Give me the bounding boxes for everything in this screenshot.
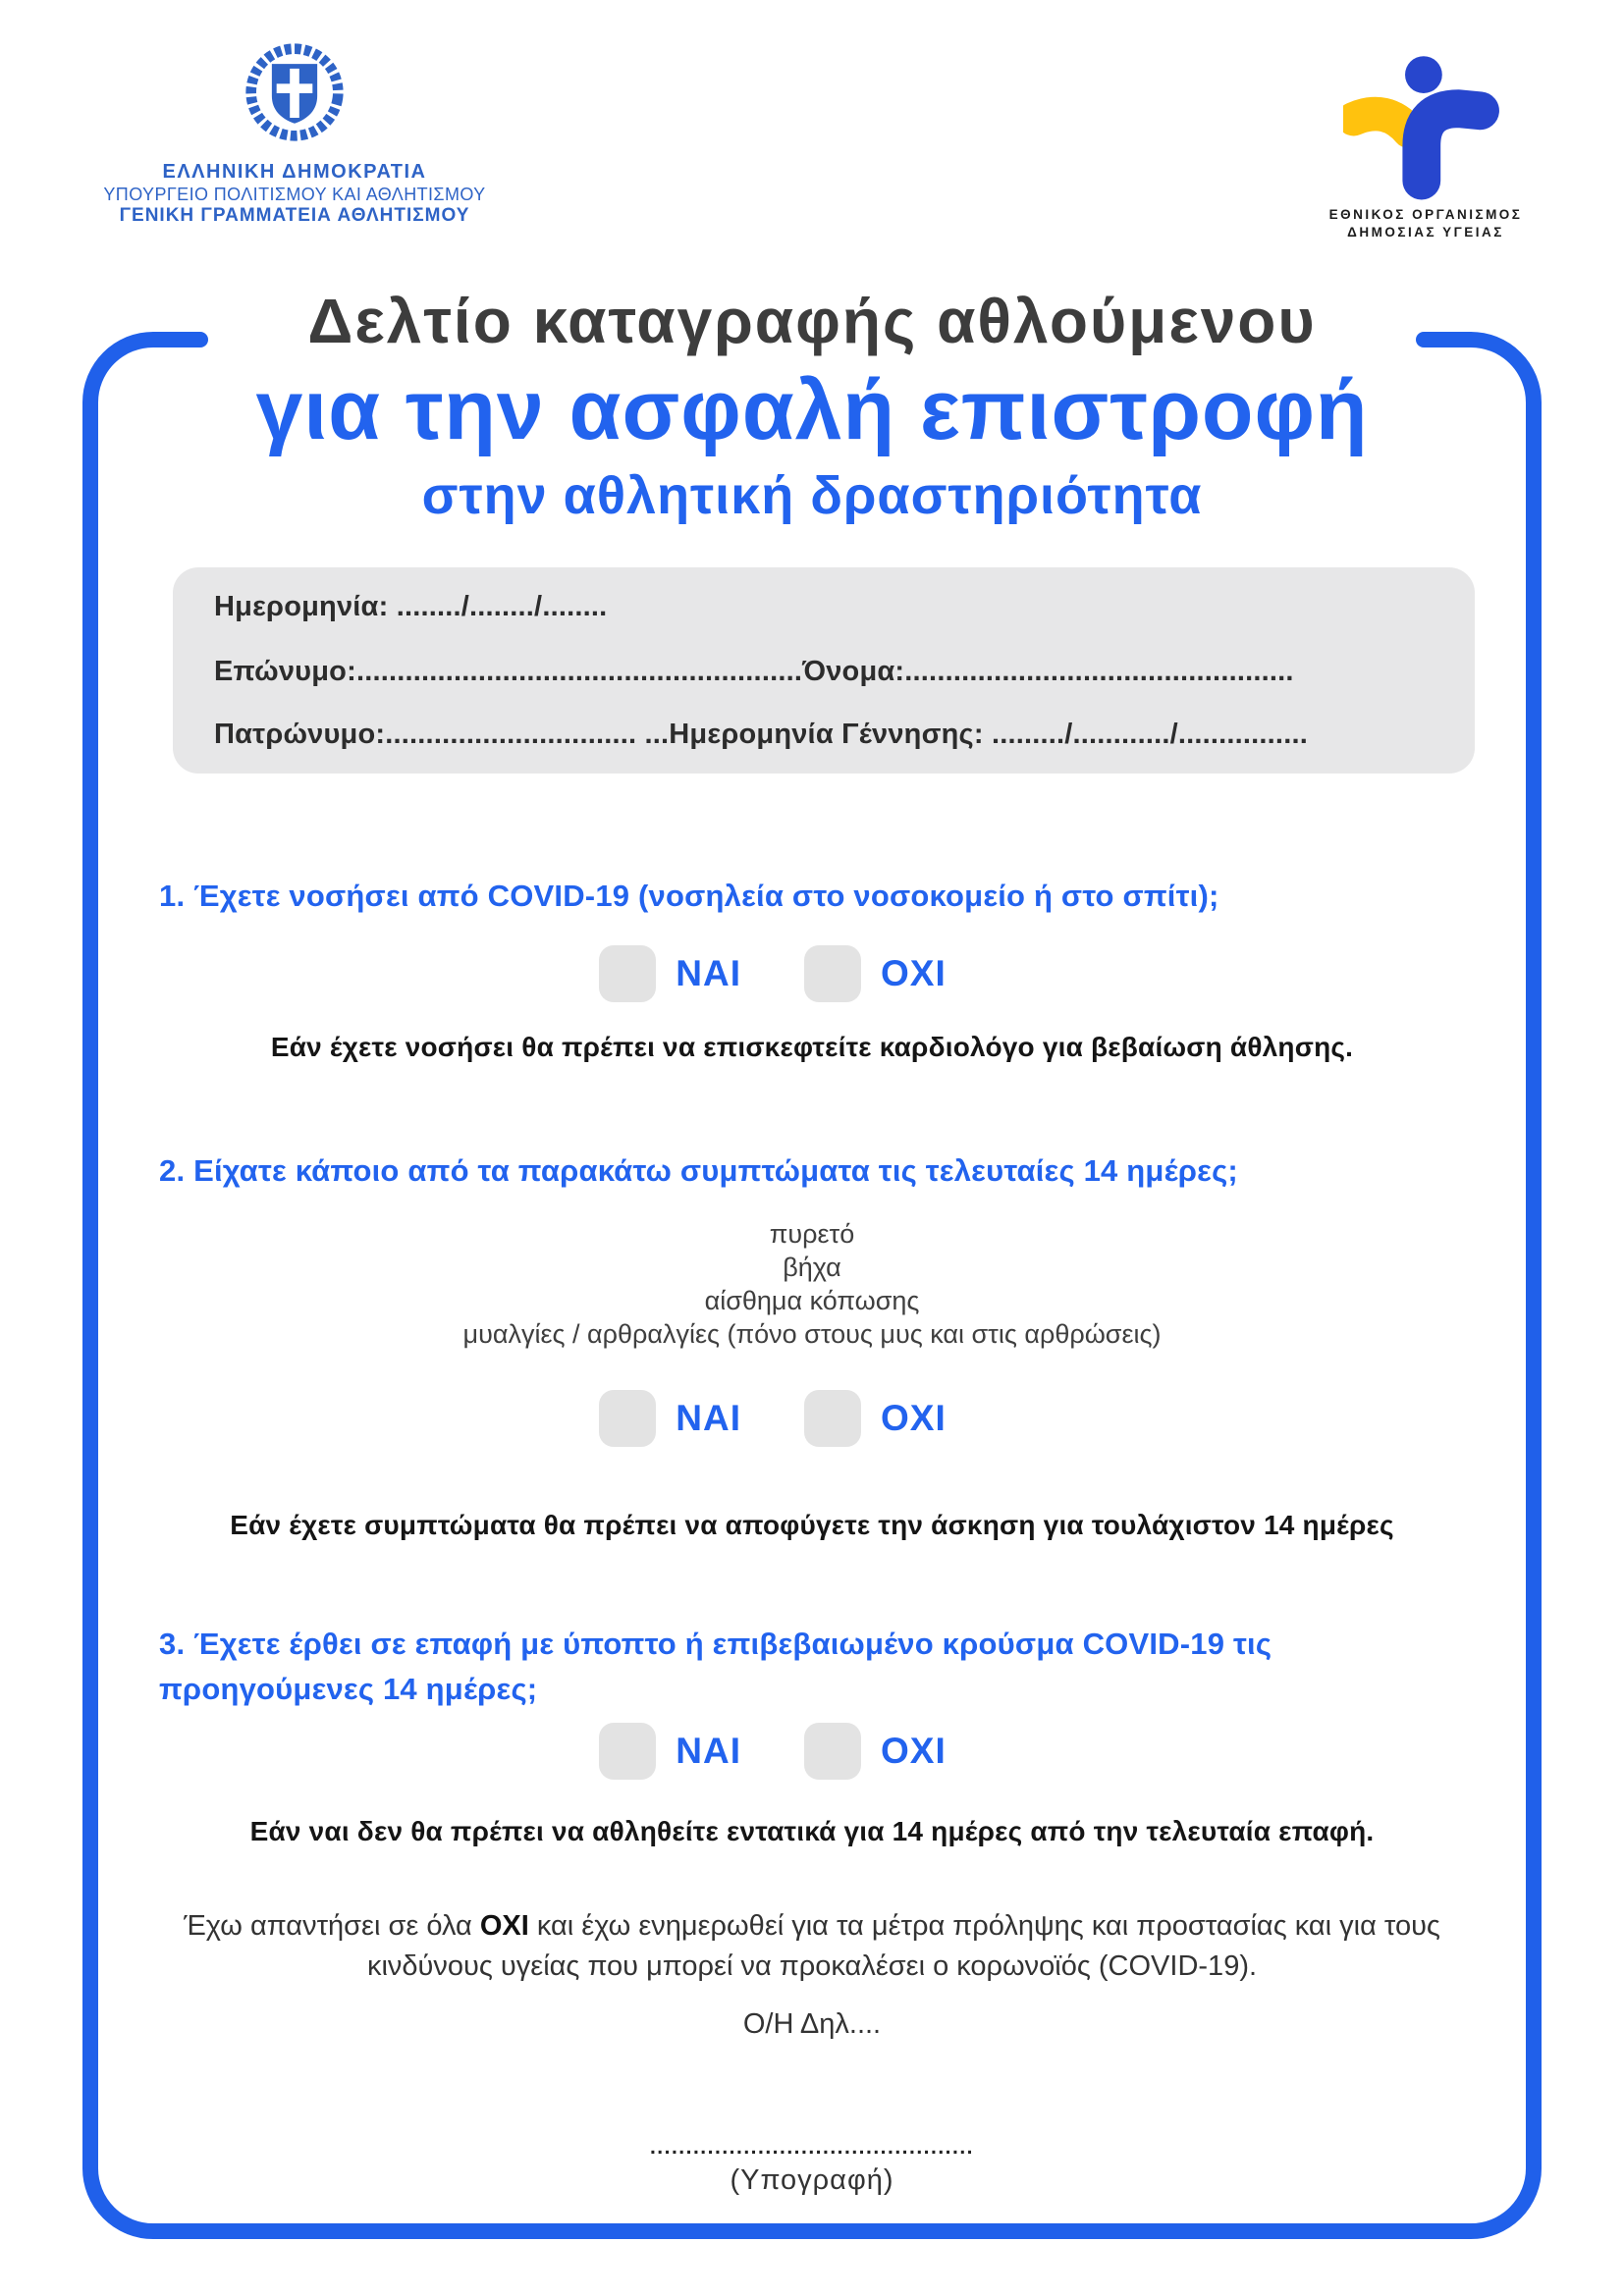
question-3-note: Εάν ναι δεν θα πρέπει να αθληθείτε εντατικά για 14 ημέρες από την τελευταία επαφή. (249, 1816, 1375, 1846)
question-3-no-label: ΟΧΙ (880, 1731, 947, 1771)
question-3-text-line1: 3. Έχετε έρθει σε επαφή με ύποπτο ή επιβεβαιωμένο κρούσμα COVID-19 τις (159, 1627, 1272, 1661)
form-title-line3: στην αθλητική δραστηριότητα (421, 466, 1203, 525)
question-2-note: Εάν έχετε συμπτώματα θα πρέπει να αποφύγετε την άσκηση για τουλάχιστον 14 ημέρες (230, 1510, 1394, 1540)
question-2-no-label: ΟΧΙ (880, 1398, 947, 1438)
patronym-birthdate-field-line: Πατρώνυμο:............................... ...Ημερομηνία Γέννησης: ........./............/................ (214, 719, 1308, 750)
form-title-line1: Δελτίο καταγραφής αθλούμενου (307, 286, 1317, 356)
declarant-line: Ο/Η Δηλ.... (742, 2008, 882, 2040)
eody-name-line1: ΕΘΝΙΚΟΣ ΟΡΓΑΝΙΣΜΟΣ (1328, 207, 1523, 222)
gov-org-line1: ΕΛΛΗΝΙΚΗ ΔΗΜΟΚΡΑΤΙΑ (162, 161, 427, 183)
question-1-text: 1. Έχετε νοσήσει από COVID-19 (νοσηλεία στο νοσοκομείο ή στο σπίτι); (159, 879, 1219, 913)
question-1-no-label: ΟΧΙ (880, 953, 947, 993)
identity-fields-panel (173, 567, 1475, 774)
question-3-yes-checkbox[interactable] (599, 1723, 656, 1780)
question-2-yes-checkbox[interactable] (599, 1390, 656, 1447)
question-2-no-checkbox[interactable] (804, 1390, 861, 1447)
symptom-item: πυρετό (769, 1219, 855, 1249)
question-1-yes-label: ΝΑΙ (676, 953, 741, 993)
question-2-answer-row (0, 1390, 1624, 1447)
question-3-answer-row (0, 1723, 1624, 1780)
symptom-item: αίσθημα κόπωσης (704, 1286, 920, 1315)
question-1-no-checkbox[interactable] (804, 945, 861, 1002)
gov-org-line2: ΥΠΟΥΡΓΕΙΟ ΠΟΛΙΤΙΣΜΟΥ ΚΑΙ ΑΘΛΗΤΙΣΜΟΥ (103, 185, 486, 204)
declaration-part1: Έχω απαντήσει σε όλα (184, 1910, 480, 1942)
form-title-line2: για την ασφαλή επιστροφή (255, 363, 1369, 457)
question-3-text (159, 1622, 1475, 1712)
date-field-line: Ημερομηνία: ......../......../........ (214, 591, 608, 622)
signature-label: (Υπογραφή) (730, 2164, 894, 2196)
surname-name-field-line: Επώνυμο:.......................................................Όνομα:................................................ (214, 656, 1294, 687)
declaration-part2: και έχω ενημερωθεί για τα μέτρα πρόληψης και προστασίας και για τους κινδύνους υγείας που μπορεί να προκαλέσει ο κορωνοϊός (COVID-19). (366, 1910, 1440, 1982)
question-1-yes-checkbox[interactable] (599, 945, 656, 1002)
symptom-item: βήχα (783, 1253, 841, 1282)
signature-line[interactable]: ............................................. (649, 2136, 975, 2159)
question-2-yes-label: ΝΑΙ (676, 1398, 741, 1438)
eody-name-line2: ΔΗΜΟΣΙΑΣ ΥΓΕΙΑΣ (1347, 225, 1504, 240)
symptom-list (0, 1217, 1624, 1351)
question-1-note: Εάν έχετε νοσήσει θα πρέπει να επισκεφτείτε καρδιολόγο για βεβαίωση άθλησης. (270, 1032, 1354, 1062)
greek-coat-of-arms-icon (243, 37, 347, 147)
eody-header (1308, 51, 1543, 241)
declaration-bold-oxi: ΟΧΙ (479, 1910, 529, 1942)
eody-logo-icon (1343, 51, 1508, 200)
government-header (86, 37, 503, 227)
eody-name (1308, 206, 1543, 241)
declaration-text (159, 1906, 1465, 1987)
gov-org-line3: ΓΕΝΙΚΗ ΓΡΑΜΜΑΤΕΙΑ ΑΘΛΗΤΙΣΜΟΥ (119, 205, 470, 226)
question-3-yes-label: ΝΑΙ (676, 1731, 741, 1771)
symptom-item: μυαλγίες / αρθραλγίες (πόνο στους μυς και στις αρθρώσεις) (462, 1319, 1162, 1349)
question-3-text-line2: προηγούμενες 14 ημέρες; (159, 1672, 538, 1706)
question-2-text: 2. Είχατε κάποιο από τα παρακάτω συμπτώματα τις τελευταίες 14 ημέρες; (159, 1153, 1238, 1188)
question-3-no-checkbox[interactable] (804, 1723, 861, 1780)
question-1-answer-row (0, 945, 1624, 1002)
